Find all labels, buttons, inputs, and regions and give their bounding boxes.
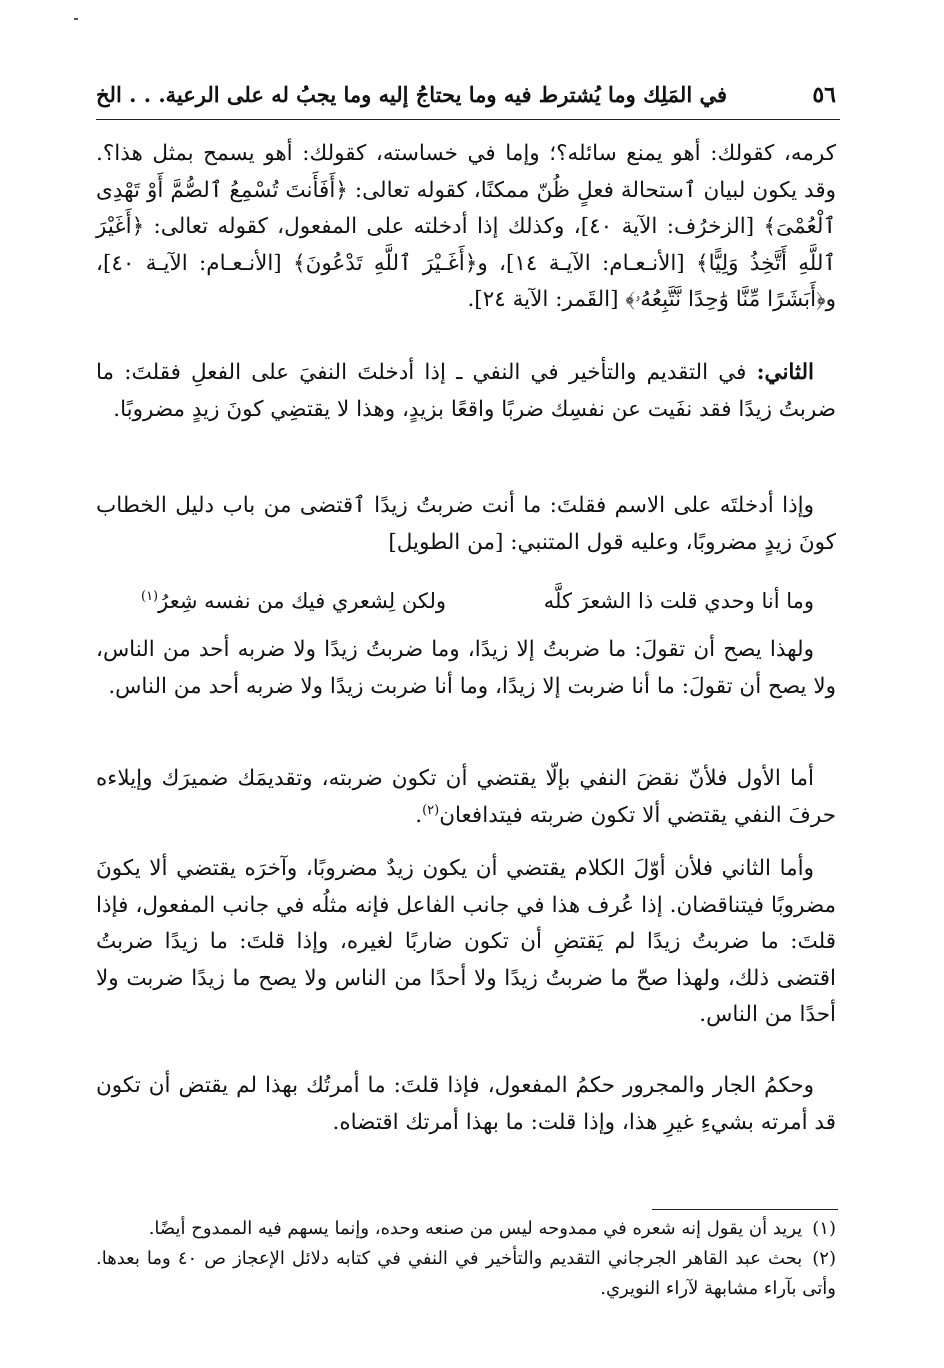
paragraph-6	[96, 851, 836, 1034]
verse-second-hemistich-text: ولكن لِشعري فيك من نفسه شِعرُ	[158, 589, 446, 613]
footnote-ref-1[interactable]: (١)	[140, 589, 159, 604]
page-number: ٥٦	[812, 82, 836, 108]
paragraph-3-text: وإذا أدخلتَه على الاسم فقلتَ: ما أنت ضربتُ زيدًا ٱقتضى من باب دليل الخطاب كونَ زيدٍ مضروبًا، وعليه قول المتنبي: [من الطويل]	[96, 493, 836, 555]
paragraph-4-text: ولهذا يصح أن تقولَ: ما ضربتُ إلا زيدًا، وما ضربتُ زيدًا ولا ضربه أحد من الناس، ولا يصح أن تقولَ: ما أنا ضربت إلا زيدًا، وما أنا ضربت زيدًا ولا ضربه أحد من الناس.	[96, 637, 836, 699]
verse-second-hemistich	[141, 583, 446, 620]
paragraph-7-text: وحكمُ الجار والمجرور حكمُ المفعول، فإذا قلتَ: ما أمرتُك بهذا لم يقتض أن تكون قد أمرته بشيءِ غيرِ هذا، وإذا قلت: ما بهذا أمرتك اقتضاه.	[96, 1073, 836, 1135]
paragraph-4	[96, 632, 836, 705]
footnote-1	[96, 1214, 836, 1244]
paragraph-1-text: كرمه، كقولك: أهو يمنع سائله؟؛ وإما في خساسته، كقولك: أهو يسمح بمثل هذا؟. وقد يكون لبيان ٱستحالة فعلٍ ظُنّ ممكنًا، كقوله تعالى: ﴿أَفَأَنتَ تُسْمِعُ ٱلصُّمَّ أَوْ تَهْدِى ٱلْعُمْىَ﴾ [الزخرُف: الآية ٤٠]، وكذلك إذا أدخلته على المفعول، كقوله تعالى: ﴿أَغَيْرَ ٱللَّهِ أَتَّخِذُ وَلِيًّا﴾ [الأنـعـام: الآيـة ١٤]، و﴿أَغَـيْرَ ٱللَّهِ تَدْعُونَ﴾ [الأنـعـام: الآيـة ٤٠]، و﴿أَبَشَرًا مِّنَّا وَٰحِدًا نَّتَّبِعُهُۥ﴾ [القَمر: الآية ٢٤].	[96, 141, 836, 312]
paragraph-7	[96, 1068, 836, 1141]
running-title: في المَلِك وما يُشترط فيه وما يحتاجُ إليه وما يجبُ له على الرعية. . . الخ	[96, 82, 728, 107]
scan-mark	[74, 18, 78, 20]
paragraph-5	[96, 761, 836, 834]
footnote-2-marker: (٢)	[812, 1248, 836, 1269]
verse-first-hemistich: وما أنا وحدي قلت ذا الشعرَ كلَّه	[543, 589, 814, 613]
paragraph-5-end: .	[415, 802, 423, 828]
section-label-second: الثاني:	[756, 360, 814, 385]
footnote-1-marker: (١)	[812, 1218, 836, 1239]
header-divider	[96, 119, 840, 120]
paragraph-6-text: وأما الثاني فلأن أوّلَ الكلام يقتضي أن يكون زيدٌ مضروبًا، وآخرَه يقتضي ألا يكونَ مضروبًا فيتناقضان. إذا عُرف هذا في جانب الفاعل فإنه مثلُه في جانب المفعول، فإذا قلتَ: ما ضربتُ زيدًا لم يَقتضِ أن تكون ضاربًا لغيره، وإذا قلتَ: ما زيدًا ضربتُ اقتضى ذلك، ولهذا صحّ ما ضربتُ زيدًا ولا أحدًا من الناس ولا يصح ما زيدًا ضربت ولا أحدًا من الناس.	[96, 856, 836, 1027]
paragraph-1	[96, 136, 836, 319]
footnote-1-text: يريد أن يقول إنه شعره في ممدوحه ليس من صنعه وحده، وإنما يسهم فيه الممدوح أيضًا.	[148, 1218, 803, 1239]
paragraph-2	[96, 355, 836, 428]
footnote-divider	[652, 1209, 838, 1210]
paragraph-5-text: أما الأول فلأنّ نقضَ النفي بإلّا يقتضي أن تكون ضربته، وتقديمَك ضميرَك وإيلاءه حرفَ النفي يقتضي ألا تكون ضربته فيتدافعان	[96, 766, 836, 828]
poetry-verse	[96, 583, 836, 619]
footnote-ref-2[interactable]: (٢)	[422, 802, 440, 818]
footnote-2	[96, 1244, 836, 1304]
paragraph-2-text: في التقديم والتأخير في النفي ـ إذا أدخلتَ النفيَ على الفعلِ فقلتَ: ما ضربتُ زيدًا فقد نفَيت عن نفسِك ضربًا واقعًا بزيدٍ، وهذا لا يقتضِي كونَ زيدٍ مضروبًا.	[96, 360, 836, 422]
paragraph-3	[96, 488, 836, 561]
footnote-2-text: بحث عبد القاهر الجرجاني التقديم والتأخير في النفي في كتابه دلائل الإعجاز ص ٤٠ وما بعدها. وأتى بآراء مشابهة لآراء النويري.	[96, 1248, 836, 1299]
footnotes	[96, 1214, 836, 1304]
running-header	[96, 78, 836, 118]
